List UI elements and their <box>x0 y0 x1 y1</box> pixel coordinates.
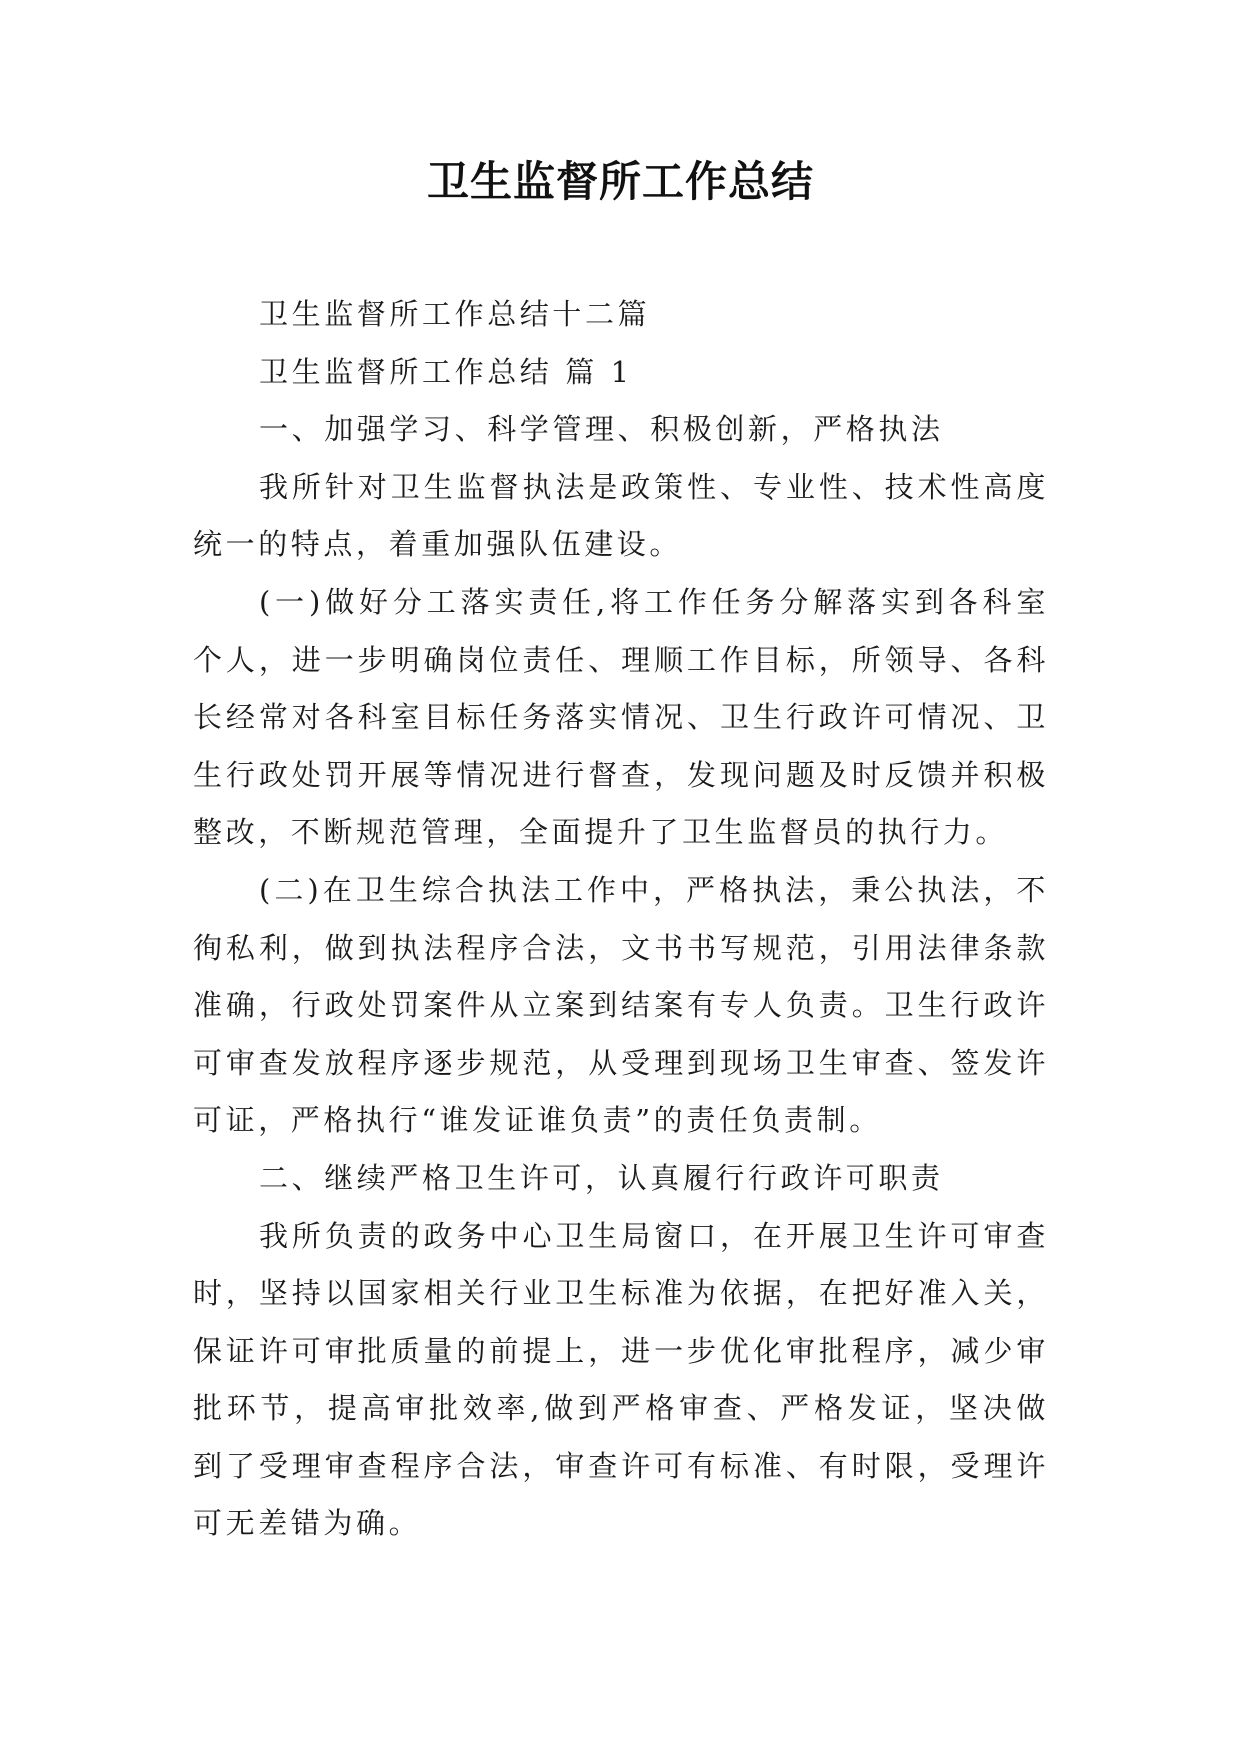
paragraph-article-heading: 卫生监督所工作总结 篇 1 <box>259 354 633 389</box>
paragraph: (二)在卫生综合执法工作中，严格执法，秉公执法，不徇私利，做到执法程序合法，文书书写规范，引用法律条款准确，行政处罚案件从立案到结案有专人负责。卫生行政许可审查发放程序逐步规范，从受理到现场卫生审查、签发许可证，严格执行“谁发证谁负责”的责任负责制。 <box>193 872 1049 1138</box>
paragraph-collection-title: 卫生监督所工作总结十二篇 <box>259 297 651 331</box>
document-title: 卫生监督所工作总结 <box>426 157 814 206</box>
paragraph: 我所负责的政务中心卫生局窗口，在开展卫生许可审查时，坚持以国家相关行业卫生标准为依据，在把好准入关，保证许可审批质量的前提上，进一步优化审批程序，减少审批环节，提高审批效率,做到严格审查、严格发证，坚决做到了受理审查程序合法，审查许可有标准、有时限，受理许可无差错为确。 <box>193 1218 1049 1541</box>
section-heading-1: 一、加强学习、科学管理、积极创新，严格执法 <box>259 412 944 447</box>
paragraph: (一)做好分工落实责任,将工作任务分解落实到各科室个人，进一步明确岗位责任、理顺工作目标，所领导、各科长经常对各科室目标任务落实情况、卫生行政许可情况、卫生行政处罚开展等情况进行督查，发现问题及时反馈并积极整改，不断规范管理，全面提升了卫生监督员的执行力。 <box>193 584 1049 850</box>
section-heading-2: 二、继续严格卫生许可，认真履行行政许可职责 <box>259 1160 944 1195</box>
paragraph: 我所针对卫生监督执法是政策性、专业性、技术性高度统一的特点，着重加强队伍建设。 <box>193 469 1049 562</box>
document-body <box>193 286 1049 1553</box>
